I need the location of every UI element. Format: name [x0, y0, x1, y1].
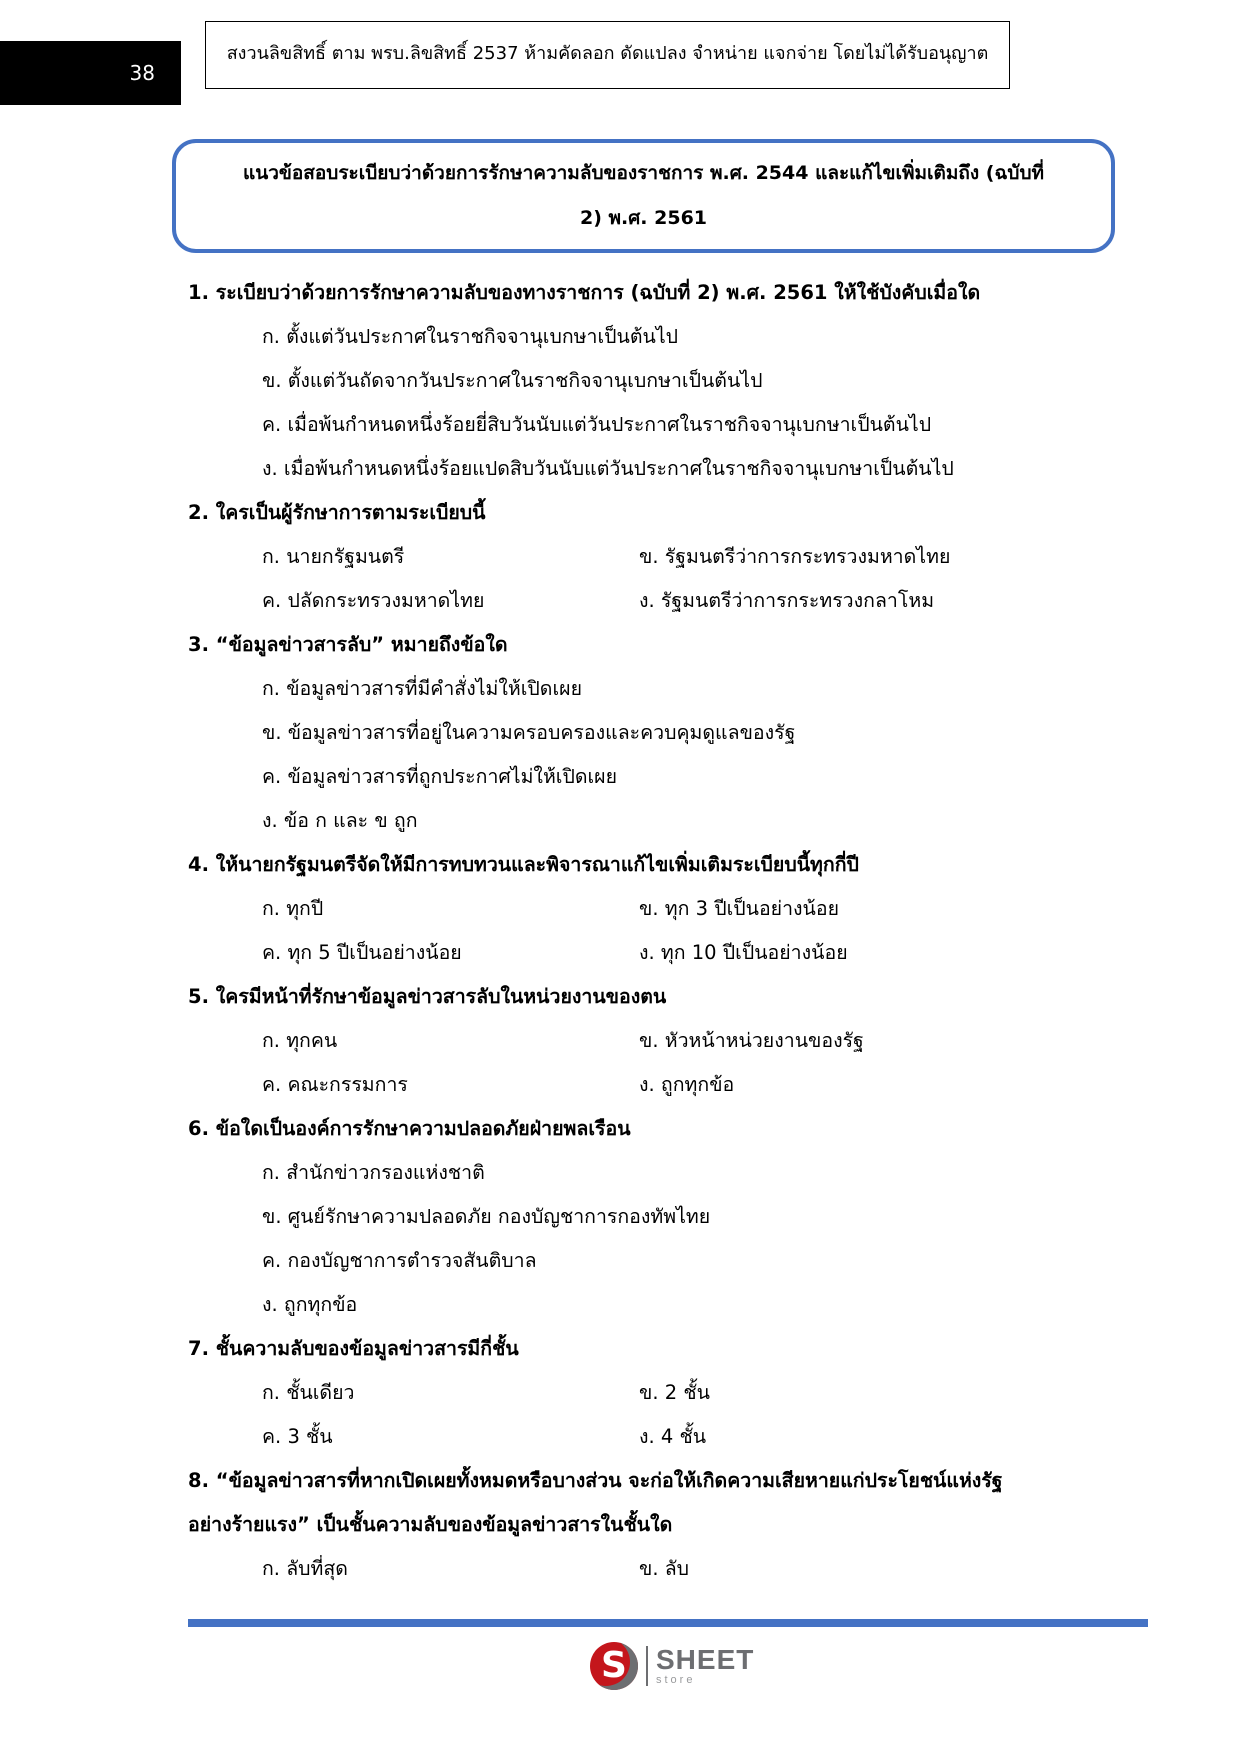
answer-option: ข. ข้อมูลข่าวสารที่อยู่ในความครอบครองและควบคุมดูแลของรัฐ [262, 721, 796, 744]
answer-options [188, 1151, 1148, 1327]
question-text: 2. ใครเป็นผู้รักษาการตามระเบียบนี้ [188, 501, 486, 524]
answer-options [188, 887, 1148, 975]
answer-option: ค. ปลัดกระทรวงมหาดไทย [262, 589, 485, 612]
logo-divider [646, 1646, 648, 1686]
question-text: 8. “ข้อมูลข่าวสารที่หากเปิดเผยทั้งหมดหรือบางส่วน จะก่อให้เกิดความเสียหายแก่ประโยชน์แห่งรัฐ [188, 1469, 1003, 1492]
answer-option: ง. ทุก 10 ปีเป็นอย่างน้อย [639, 941, 848, 964]
answer-option: ก. ทุกปี [262, 897, 324, 920]
question-6 [188, 1107, 1148, 1327]
question-5 [188, 975, 1148, 1107]
answer-option: ก. ข้อมูลข่าวสารที่มีคำสั่งไม่ให้เปิดเผย [262, 677, 582, 700]
answer-option: ก. ชั้นเดียว [262, 1381, 355, 1404]
answer-option: ข. ศูนย์รักษาความปลอดภัย กองบัญชาการกองทัพไทย [262, 1205, 711, 1228]
answer-option: ง. ถูกทุกข้อ [639, 1073, 735, 1096]
question-4 [188, 843, 1148, 975]
question-8 [188, 1459, 1148, 1591]
answer-option: ง. ข้อ ก และ ข ถูก [262, 809, 418, 832]
logo-sub-text: store [656, 1674, 696, 1686]
question-text: 5. ใครมีหน้าที่รักษาข้อมูลข่าวสารลับในหน่วยงานของตน [188, 985, 667, 1008]
page-number: 38 [0, 41, 181, 105]
answer-options [188, 1371, 1148, 1459]
question-text: 4. ให้นายกรัฐมนตรีจัดให้มีการทบทวนและพิจารณาแก้ไขเพิ่มเติมระเบียบนี้ทุกกี่ปี [188, 853, 859, 876]
answer-option: ข. ลับ [639, 1557, 690, 1580]
sheet-store-s-icon: S [590, 1642, 638, 1690]
answer-options [188, 1019, 1148, 1107]
question-7 [188, 1327, 1148, 1459]
question-text: 6. ข้อใดเป็นองค์การรักษาความปลอดภัยฝ่ายพลเรือน [188, 1117, 631, 1140]
answer-option: ก. ทุกคน [262, 1029, 338, 1052]
logo-wordmark [656, 1646, 754, 1686]
answer-option: ก. นายกรัฐมนตรี [262, 545, 405, 568]
answer-option: ข. ตั้งแต่วันถัดจากวันประกาศในราชกิจจานุเบกษาเป็นต้นไป [262, 369, 763, 392]
logo-main-text: SHEET [656, 1644, 755, 1675]
page-title-line-2: 2) พ.ศ. 2561 [579, 207, 708, 229]
answer-options [188, 1547, 1148, 1591]
question-3 [188, 623, 1148, 843]
answer-option: ข. รัฐมนตรีว่าการกระทรวงมหาดไทย [639, 545, 951, 568]
copyright-notice: สงวนลิขสิทธิ์ ตาม พรบ.ลิขสิทธิ์ 2537 ห้ามคัดลอก ดัดแปลง จำหน่าย แจกจ่าย โดยไม่ได้รับอนุญาต [205, 21, 1010, 89]
answer-option: ง. เมื่อพ้นกำหนดหนึ่งร้อยแปดสิบวันนับแต่วันประกาศในราชกิจจานุเบกษาเป็นต้นไป [262, 457, 954, 480]
answer-option: ค. คณะกรรมการ [262, 1073, 408, 1096]
answer-options [188, 535, 1148, 623]
question-text: 1. ระเบียบว่าด้วยการรักษาความลับของทางราชการ (ฉบับที่ 2) พ.ศ. 2561 ให้ใช้บังคับเมื่อใด [188, 281, 981, 304]
footer-divider [188, 1619, 1148, 1627]
answer-option: ค. ทุก 5 ปีเป็นอย่างน้อย [262, 941, 462, 964]
answer-options [188, 315, 1148, 491]
answer-option: ง. รัฐมนตรีว่าการกระทรวงกลาโหม [639, 589, 935, 612]
answer-option: ค. กองบัญชาการตำรวจสันติบาล [262, 1249, 537, 1272]
answer-option: ง. ถูกทุกข้อ [262, 1293, 358, 1316]
answer-option: ก. ลับที่สุด [262, 1557, 348, 1580]
answer-option: ง. 4 ชั้น [639, 1425, 707, 1448]
question-text: 3. “ข้อมูลข่าวสารลับ” หมายถึงข้อใด [188, 633, 508, 656]
answer-option: ก. ตั้งแต่วันประกาศในราชกิจจานุเบกษาเป็นต้นไป [262, 325, 679, 348]
question-1 [188, 271, 1148, 491]
question-2 [188, 491, 1148, 623]
answer-options [188, 667, 1148, 843]
question-text: 7. ชั้นความลับของข้อมูลข่าวสารมีกี่ชั้น [188, 1337, 519, 1360]
answer-option: ค. เมื่อพ้นกำหนดหนึ่งร้อยยี่สิบวันนับแต่วันประกาศในราชกิจจานุเบกษาเป็นต้นไป [262, 413, 932, 436]
page-title-line-1: แนวข้อสอบระเบียบว่าด้วยการรักษาความลับของราชการ พ.ศ. 2544 และแก้ไขเพิ่มเติมถึง (ฉบับที่ [242, 162, 1045, 184]
answer-option: ก. สำนักข่าวกรองแห่งชาติ [262, 1161, 485, 1184]
answer-option: ข. 2 ชั้น [639, 1381, 710, 1404]
answer-option: ค. ข้อมูลข่าวสารที่ถูกประกาศไม่ให้เปิดเผย [262, 765, 618, 788]
answer-option: ข. หัวหน้าหน่วยงานของรัฐ [639, 1029, 864, 1052]
question-text-continued: อย่างร้ายแรง” เป็นชั้นความลับของข้อมูลข่าวสารในชั้นใด [188, 1513, 673, 1536]
sheet-store-logo [590, 1640, 754, 1692]
answer-option: ค. 3 ชั้น [262, 1425, 333, 1448]
page-title [172, 139, 1115, 253]
question-list [188, 271, 1148, 1591]
answer-option: ข. ทุก 3 ปีเป็นอย่างน้อย [639, 897, 840, 920]
